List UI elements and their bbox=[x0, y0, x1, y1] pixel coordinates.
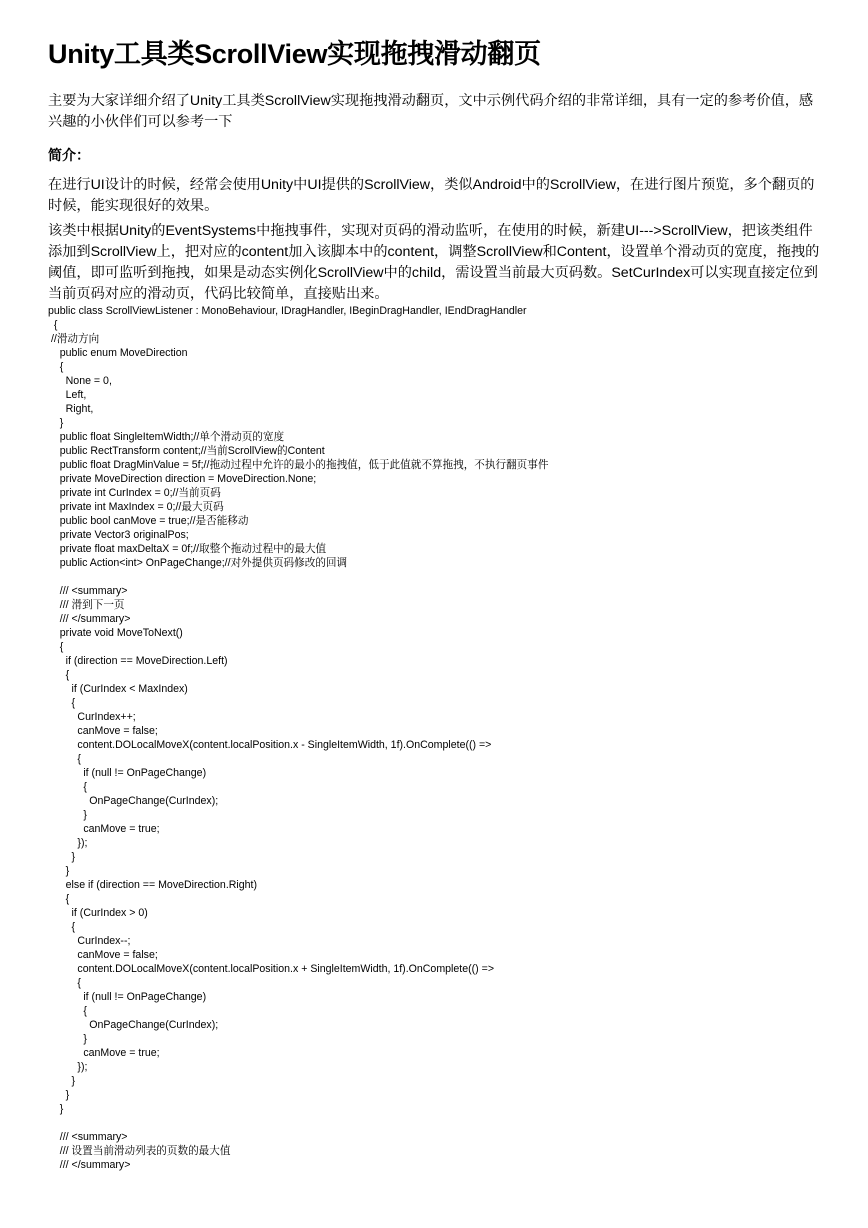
code-line: private float maxDeltaX = 0f;//取整个拖动过程中的最大值 bbox=[48, 543, 327, 555]
code-line: if (direction == MoveDirection.Left) bbox=[48, 655, 228, 667]
code-line: canMove = false; bbox=[48, 949, 158, 961]
code-line: if (CurIndex < MaxIndex) bbox=[48, 683, 188, 695]
code-line: if (CurIndex > 0) bbox=[48, 907, 148, 919]
code-line: { bbox=[48, 921, 76, 933]
code-line: OnPageChange(CurIndex); bbox=[48, 1019, 219, 1031]
code-line: /// 设置当前滑动列表的页数的最大值 bbox=[48, 1145, 231, 1157]
code-line: } bbox=[48, 1103, 64, 1115]
code-line: /// </summary> bbox=[48, 613, 131, 625]
code-line: /// </summary> bbox=[48, 1159, 131, 1171]
code-line: } bbox=[48, 851, 76, 863]
code-line: { bbox=[48, 781, 87, 793]
code-line: canMove = true; bbox=[48, 1047, 160, 1059]
code-line: /// 滑到下一页 bbox=[48, 599, 125, 611]
code-line: } bbox=[48, 1033, 87, 1045]
code-line: public float DragMinValue = 5f;//拖动过程中允许的最小的拖拽值，低于此值就不算拖拽，不执行翻页事件 bbox=[48, 459, 549, 471]
code-line: { bbox=[48, 697, 76, 709]
code-line: CurIndex--; bbox=[48, 935, 131, 947]
code-line: } bbox=[48, 1089, 70, 1101]
code-line: public Action<int> OnPageChange;//对外提供页码修改的回调 bbox=[48, 557, 348, 569]
code-line: public enum MoveDirection bbox=[48, 347, 188, 359]
code-line: private Vector3 originalPos; bbox=[48, 529, 189, 541]
section-heading: 简介： bbox=[48, 147, 90, 163]
code-line: { bbox=[48, 893, 70, 905]
code-line: CurIndex++; bbox=[48, 711, 136, 723]
code-line: { bbox=[48, 641, 64, 653]
code-line: /// <summary> bbox=[48, 585, 128, 597]
body-paragraph-2: 该类中根据Unity的EventSystems中拖拽事件，实现对页码的滑动监听，在使用的时候，新建UI--->ScrollView，把该类组件添加到ScrollView上，把对应的content加入该脚本中的content，调整ScrollView和Content，设置单个滑动页的宽度，拖拽的阈值，即可监听到拖拽，如果是动态实例化ScrollView中的child，需设置当前最大页码数。SetCurIndex可以实现直接定位到当前页码对应的滑动页，代码比较简单，直接贴出来。 bbox=[48, 223, 820, 302]
code-line bbox=[48, 1116, 828, 1130]
code-line: public bool canMove = true;//是否能移动 bbox=[48, 515, 249, 527]
code-line: else if (direction == MoveDirection.Right) bbox=[48, 879, 258, 891]
code-line: { bbox=[48, 669, 70, 681]
code-line: }); bbox=[48, 1061, 88, 1073]
code-line: { bbox=[48, 1005, 87, 1017]
code-line: { bbox=[48, 319, 58, 331]
code-line: //滑动方向 bbox=[48, 333, 100, 345]
code-line: content.DOLocalMoveX(content.localPosition.x + SingleItemWidth, 1f).OnComplete(() => bbox=[48, 963, 495, 975]
code-line: } bbox=[48, 809, 87, 821]
code-line: { bbox=[48, 361, 64, 373]
code-line: } bbox=[48, 865, 70, 877]
code-line: if (null != OnPageChange) bbox=[48, 767, 207, 779]
code-line: } bbox=[48, 1075, 76, 1087]
code-line: if (null != OnPageChange) bbox=[48, 991, 207, 1003]
code-line: content.DOLocalMoveX(content.localPosition.x - SingleItemWidth, 1f).OnComplete(() => bbox=[48, 739, 492, 751]
code-line bbox=[48, 570, 828, 584]
code-line: private void MoveToNext() bbox=[48, 627, 183, 639]
code-line: { bbox=[48, 753, 81, 765]
code-line: /// <summary> bbox=[48, 1131, 128, 1143]
code-line: private int CurIndex = 0;//当前页码 bbox=[48, 487, 221, 499]
page-title: Unity工具类ScrollView实现拖拽滑动翻页 bbox=[48, 39, 541, 69]
code-line: private int MaxIndex = 0;//最大页码 bbox=[48, 501, 224, 513]
code-line: private MoveDirection direction = MoveDirection.None; bbox=[48, 473, 317, 485]
code-block bbox=[48, 304, 828, 1172]
code-line: public float SingleItemWidth;//单个滑动页的宽度 bbox=[48, 431, 285, 443]
code-line: None = 0, bbox=[48, 375, 112, 387]
code-line: canMove = true; bbox=[48, 823, 160, 835]
body-paragraph-1: 在进行UI设计的时候，经常会使用Unity中UI提供的ScrollView，类似Android中的ScrollView，在进行图片预览，多个翻页的时候，能实现很好的效果。 bbox=[48, 177, 815, 214]
intro-paragraph: 主要为大家详细介绍了Unity工具类ScrollView实现拖拽滑动翻页，文中示例代码介绍的非常详细，具有一定的参考价值，感兴趣的小伙伴们可以参考一下 bbox=[48, 93, 814, 130]
code-line: Left, bbox=[48, 389, 87, 401]
code-line: } bbox=[48, 417, 64, 429]
code-line: canMove = false; bbox=[48, 725, 158, 737]
code-line: public RectTransform content;//当前ScrollView的Content bbox=[48, 445, 325, 457]
code-line: OnPageChange(CurIndex); bbox=[48, 795, 219, 807]
code-line: Right, bbox=[48, 403, 94, 415]
code-line: { bbox=[48, 977, 81, 989]
code-line: }); bbox=[48, 837, 88, 849]
code-line: public class ScrollViewListener : MonoBehaviour, IDragHandler, IBeginDragHandler, IEndDragHandler bbox=[48, 305, 527, 317]
